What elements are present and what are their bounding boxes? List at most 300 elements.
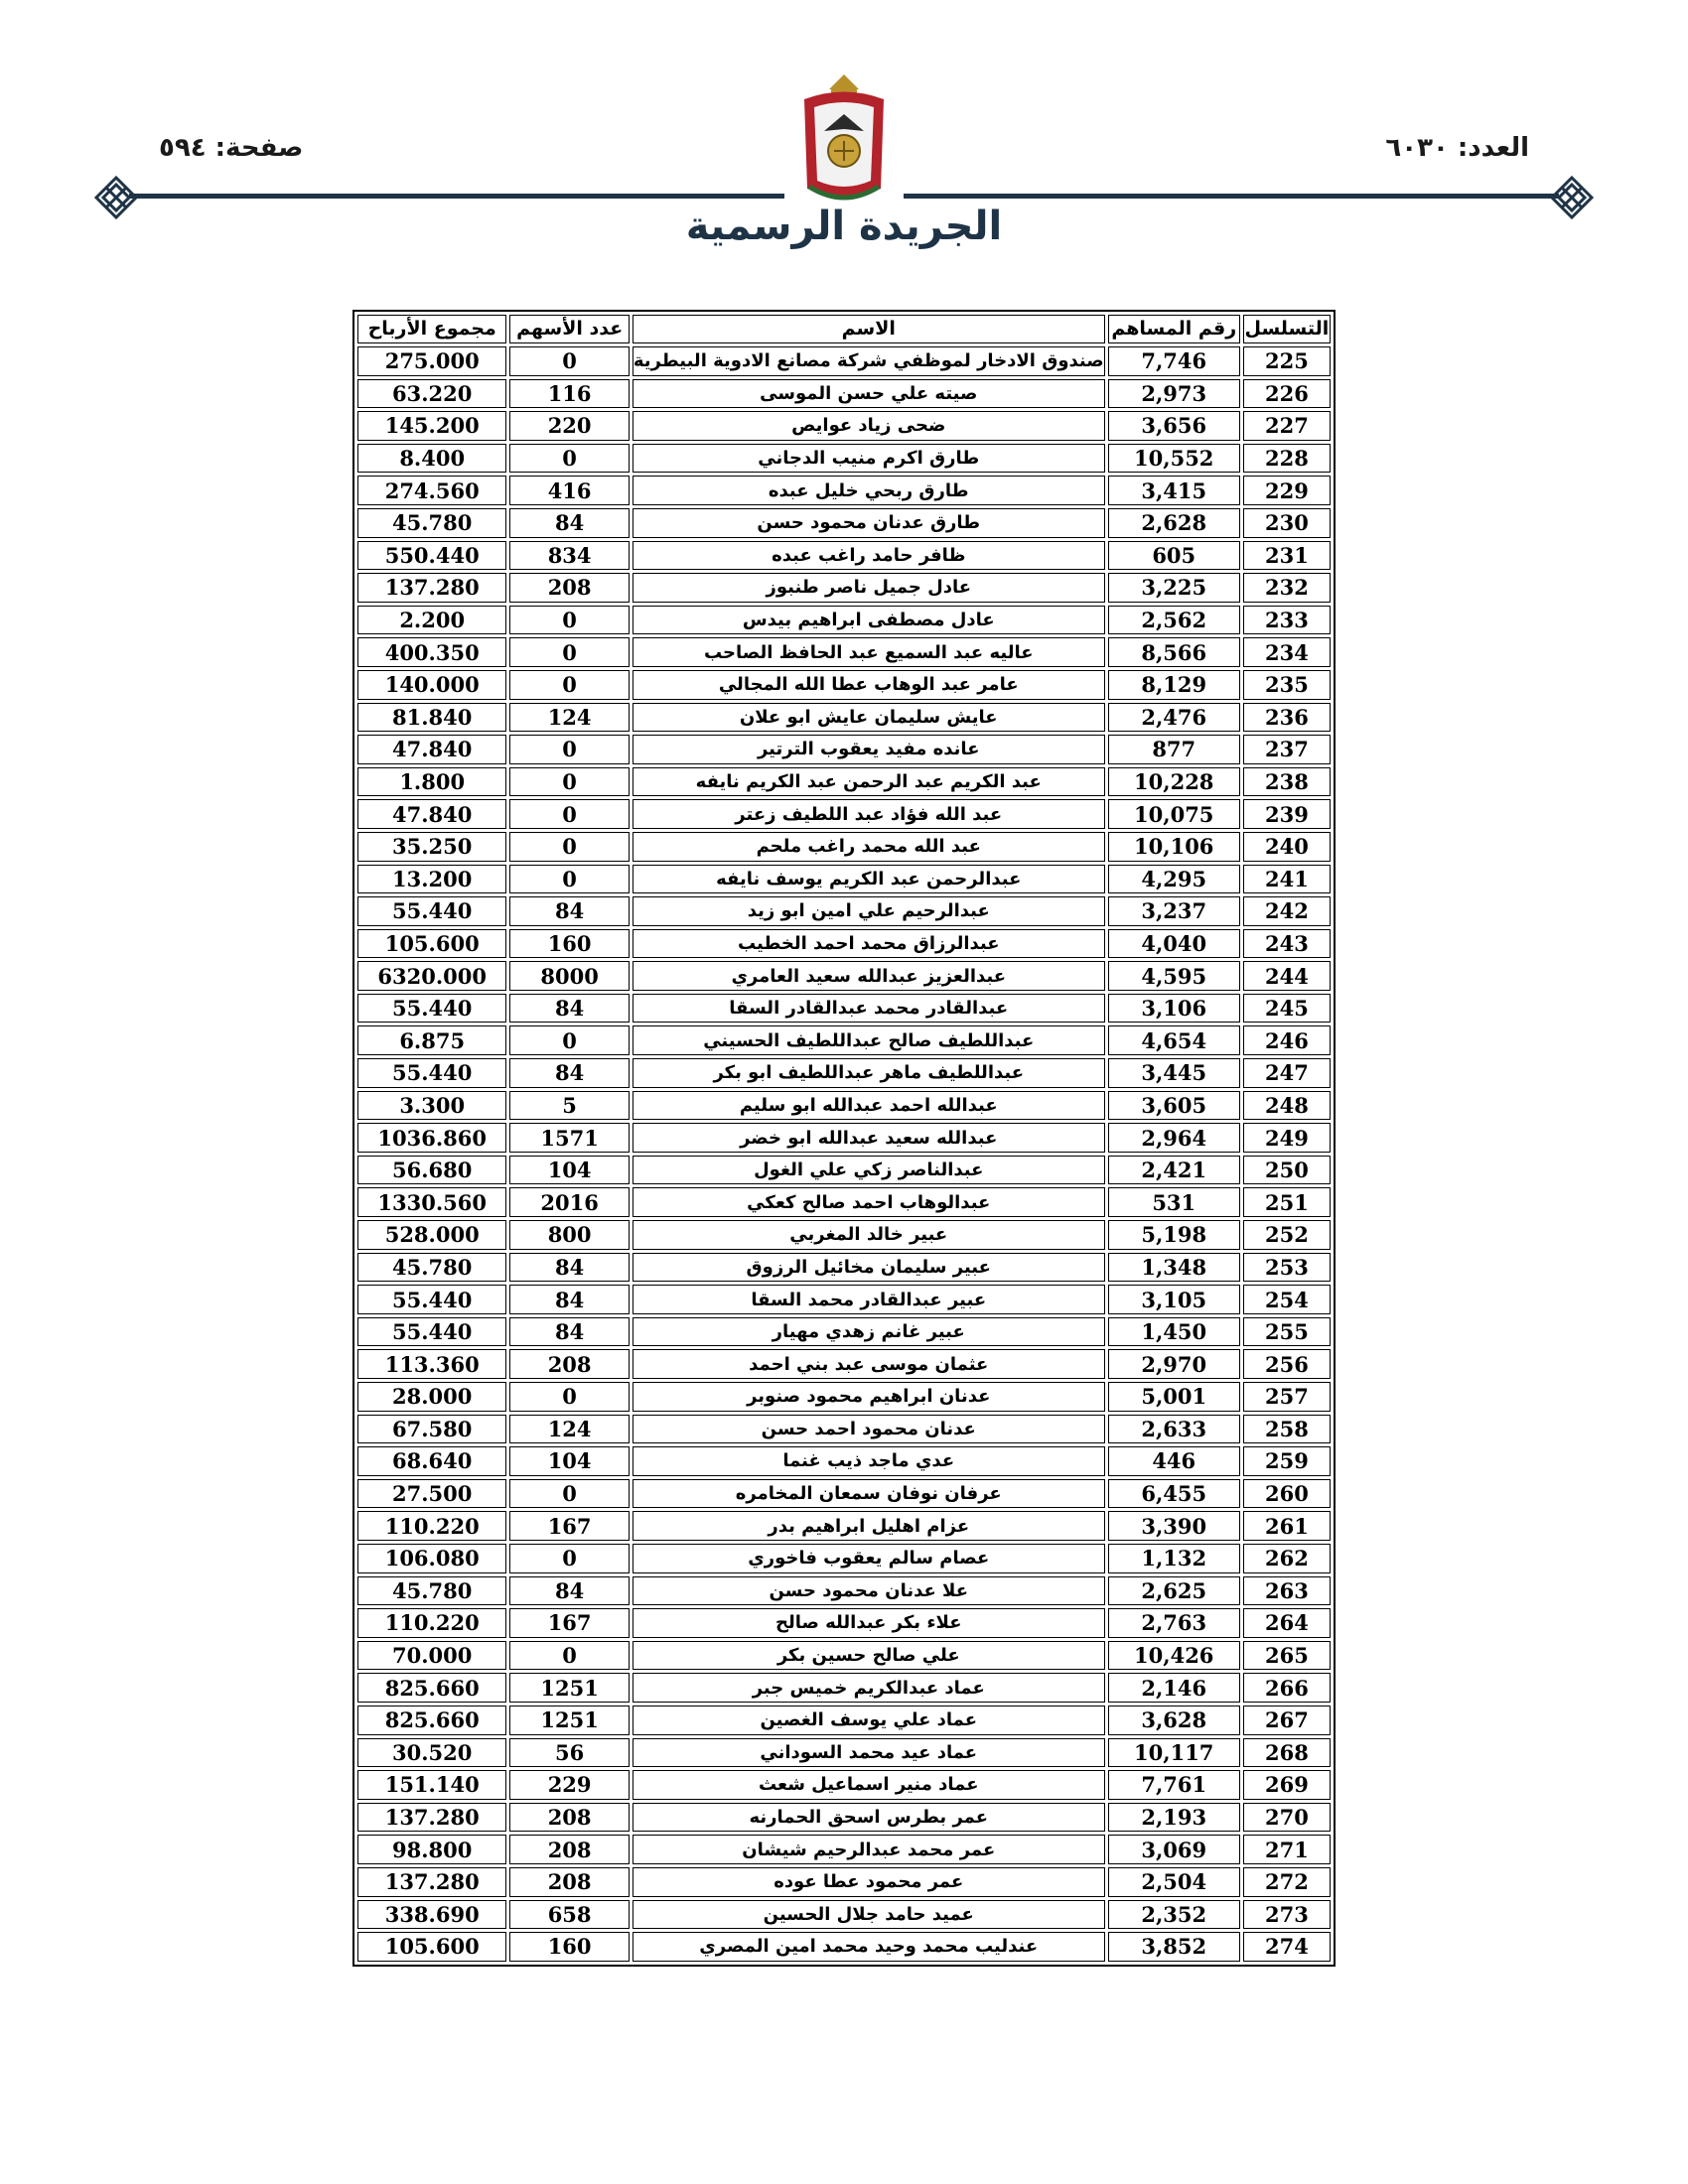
share-count-cell: 0 [509, 1641, 629, 1671]
table-row [357, 1058, 1331, 1088]
share-count-cell: 0 [509, 1382, 629, 1412]
name-cell: عبدالقادر محمد عبدالقادر السقا [633, 994, 1105, 1024]
sequence-cell: 271 [1243, 1835, 1331, 1864]
dividends-cell: 151.140 [357, 1770, 506, 1800]
column-header-shareholder-number: رقم المساهم [1108, 315, 1240, 343]
table-row [357, 735, 1331, 764]
shareholder-number-cell: 3,415 [1108, 476, 1240, 505]
sequence-cell: 235 [1243, 670, 1331, 700]
share-count-cell: 0 [509, 767, 629, 797]
name-cell: طارق اكرم منيب الدجاني [633, 444, 1105, 474]
sequence-cell: 266 [1243, 1673, 1331, 1703]
sequence-cell: 230 [1243, 508, 1331, 538]
dividends-cell: 825.660 [357, 1706, 506, 1735]
shareholder-number-cell: 6,455 [1108, 1479, 1240, 1509]
sequence-cell: 231 [1243, 541, 1331, 571]
share-count-cell: 0 [509, 832, 629, 862]
share-count-cell: 167 [509, 1511, 629, 1541]
table-row [357, 703, 1331, 733]
shareholders-table [352, 310, 1336, 1967]
table-row [357, 637, 1331, 667]
share-count-cell: 8000 [509, 961, 629, 991]
sequence-cell: 250 [1243, 1156, 1331, 1185]
name-cell: علاء بكر عبدالله صالح [633, 1608, 1105, 1638]
table-row [357, 1285, 1331, 1314]
share-count-cell: 104 [509, 1446, 629, 1476]
share-count-cell: 84 [509, 994, 629, 1024]
dividends-cell: 45.780 [357, 508, 506, 538]
table-row [357, 1738, 1331, 1768]
dividends-cell: 145.200 [357, 411, 506, 441]
share-count-cell: 2016 [509, 1187, 629, 1217]
name-cell: عانده مفيد يعقوب الترتير [633, 735, 1105, 764]
shareholder-number-cell: 1,348 [1108, 1253, 1240, 1283]
share-count-cell: 0 [509, 799, 629, 829]
shareholder-number-cell: 3,069 [1108, 1835, 1240, 1864]
shareholder-number-cell: 8,566 [1108, 637, 1240, 667]
table-row [357, 1025, 1331, 1055]
sequence-cell: 260 [1243, 1479, 1331, 1509]
name-cell: عندليب محمد وحيد محمد امين المصري [633, 1932, 1105, 1962]
name-cell: علي صالح حسين بكر [633, 1641, 1105, 1671]
table-row [357, 865, 1331, 894]
dividends-cell: 55.440 [357, 896, 506, 926]
dividends-cell: 2.200 [357, 606, 506, 635]
dividends-cell: 105.600 [357, 1932, 506, 1962]
name-cell: عمر محمد عبدالرحيم شيشان [633, 1835, 1105, 1864]
share-count-cell: 416 [509, 476, 629, 505]
name-cell: طارق ربحي خليل عبده [633, 476, 1105, 505]
name-cell: عبدالله احمد عبدالله ابو سليم [633, 1091, 1105, 1121]
sequence-cell: 251 [1243, 1187, 1331, 1217]
table-row [357, 799, 1331, 829]
share-count-cell: 229 [509, 1770, 629, 1800]
shareholder-number-cell: 2,763 [1108, 1608, 1240, 1638]
table-row [357, 1867, 1331, 1897]
shareholder-number-cell: 2,633 [1108, 1415, 1240, 1444]
dividends-cell: 3.300 [357, 1091, 506, 1121]
header-rule-left [129, 194, 784, 199]
name-cell: عبير سليمان مخائيل الرزوق [633, 1253, 1105, 1283]
shareholder-number-cell: 2,964 [1108, 1123, 1240, 1153]
sequence-cell: 248 [1243, 1091, 1331, 1121]
share-count-cell: 0 [509, 444, 629, 474]
shareholder-number-cell: 4,654 [1108, 1025, 1240, 1055]
table-body [357, 346, 1331, 1962]
table-row [357, 1317, 1331, 1347]
sequence-cell: 241 [1243, 865, 1331, 894]
sequence-cell: 261 [1243, 1511, 1331, 1541]
share-count-cell: 658 [509, 1900, 629, 1930]
dividends-cell: 98.800 [357, 1835, 506, 1864]
name-cell: ضحى زياد عوايص [633, 411, 1105, 441]
share-count-cell: 800 [509, 1220, 629, 1250]
table-row [357, 1544, 1331, 1573]
share-count-cell: 0 [509, 1544, 629, 1573]
name-cell: عبد الله فؤاد عبد اللطيف زعتر [633, 799, 1105, 829]
dividends-cell: 110.220 [357, 1511, 506, 1541]
sequence-cell: 269 [1243, 1770, 1331, 1800]
dividends-cell: 140.000 [357, 670, 506, 700]
sequence-cell: 225 [1243, 346, 1331, 376]
name-cell: صيته علي حسن الموسى [633, 379, 1105, 409]
shareholder-number-cell: 2,970 [1108, 1349, 1240, 1379]
sequence-cell: 238 [1243, 767, 1331, 797]
table-row [357, 767, 1331, 797]
sequence-cell: 254 [1243, 1285, 1331, 1314]
table-row [357, 1253, 1331, 1283]
share-count-cell: 834 [509, 541, 629, 571]
table-row [357, 670, 1331, 700]
shareholder-number-cell: 4,040 [1108, 929, 1240, 959]
name-cell: عرفان نوفان سمعان المخامره [633, 1479, 1105, 1509]
shareholder-number-cell: 2,476 [1108, 703, 1240, 733]
sequence-cell: 232 [1243, 573, 1331, 603]
share-count-cell: 84 [509, 1058, 629, 1088]
share-count-cell: 56 [509, 1738, 629, 1768]
table-row [357, 1803, 1331, 1833]
name-cell: عبداللطيف ماهر عبداللطيف ابو بكر [633, 1058, 1105, 1088]
shareholder-number-cell: 3,445 [1108, 1058, 1240, 1088]
table-row [357, 1608, 1331, 1638]
name-cell: عدنان محمود احمد حسن [633, 1415, 1105, 1444]
name-cell: صندوق الادخار لموظفي شركة مصانع الادوية البيطرية [633, 346, 1105, 376]
dividends-cell: 70.000 [357, 1641, 506, 1671]
shareholder-number-cell: 3,628 [1108, 1706, 1240, 1735]
share-count-cell: 84 [509, 1285, 629, 1314]
table-row [357, 1220, 1331, 1250]
dividends-cell: 30.520 [357, 1738, 506, 1768]
shareholder-number-cell: 877 [1108, 735, 1240, 764]
sequence-cell: 242 [1243, 896, 1331, 926]
sequence-cell: 253 [1243, 1253, 1331, 1283]
dividends-cell: 400.350 [357, 637, 506, 667]
sequence-cell: 270 [1243, 1803, 1331, 1833]
share-count-cell: 167 [509, 1608, 629, 1638]
share-count-cell: 84 [509, 1317, 629, 1347]
name-cell: عبدالرزاق محمد احمد الخطيب [633, 929, 1105, 959]
sequence-cell: 233 [1243, 606, 1331, 635]
sequence-cell: 272 [1243, 1867, 1331, 1897]
share-count-cell: 208 [509, 1867, 629, 1897]
name-cell: عدي ماجد ذيب غنما [633, 1446, 1105, 1476]
shareholder-number-cell: 2,973 [1108, 379, 1240, 409]
share-count-cell: 160 [509, 929, 629, 959]
table-row [357, 832, 1331, 862]
sequence-cell: 228 [1243, 444, 1331, 474]
shareholder-number-cell: 605 [1108, 541, 1240, 571]
sequence-cell: 258 [1243, 1415, 1331, 1444]
dividends-cell: 56.680 [357, 1156, 506, 1185]
share-count-cell: 0 [509, 1025, 629, 1055]
name-cell: عبد الكريم عبد الرحمن عبد الكريم نايفه [633, 767, 1105, 797]
shareholder-number-cell: 5,198 [1108, 1220, 1240, 1250]
table-row [357, 929, 1331, 959]
table-row [357, 994, 1331, 1024]
table-row [357, 411, 1331, 441]
column-header-sequence: التسلسل [1243, 315, 1331, 343]
page-number: صفحة: ٥٩٤ [159, 133, 304, 163]
table-row [357, 1706, 1331, 1735]
sequence-cell: 264 [1243, 1608, 1331, 1638]
table-row [357, 541, 1331, 571]
shareholder-number-cell: 2,193 [1108, 1803, 1240, 1833]
share-count-cell: 208 [509, 1835, 629, 1864]
dividends-cell: 81.840 [357, 703, 506, 733]
sequence-cell: 255 [1243, 1317, 1331, 1347]
dividends-cell: 137.280 [357, 1867, 506, 1897]
dividends-cell: 13.200 [357, 865, 506, 894]
name-cell: عبدالرحمن عبد الكريم يوسف نايفه [633, 865, 1105, 894]
name-cell: عبدالرحيم علي امين ابو زيد [633, 896, 1105, 926]
sequence-cell: 226 [1243, 379, 1331, 409]
table-row [357, 1770, 1331, 1800]
name-cell: عماد عبدالكريم خميس جبر [633, 1673, 1105, 1703]
sequence-cell: 263 [1243, 1576, 1331, 1606]
name-cell: عمر بطرس اسحق الحمارنه [633, 1803, 1105, 1833]
share-count-cell: 1251 [509, 1706, 629, 1735]
sequence-cell: 268 [1243, 1738, 1331, 1768]
name-cell: عبير عبدالقادر محمد السقا [633, 1285, 1105, 1314]
table-row [357, 1091, 1331, 1121]
shareholder-number-cell: 10,426 [1108, 1641, 1240, 1671]
shareholder-number-cell: 446 [1108, 1446, 1240, 1476]
name-cell: عبير خالد المغربي [633, 1220, 1105, 1250]
table-row [357, 1156, 1331, 1185]
sequence-cell: 256 [1243, 1349, 1331, 1379]
sequence-cell: 274 [1243, 1932, 1331, 1962]
table-row [357, 444, 1331, 474]
name-cell: عميد حامد جلال الحسين [633, 1900, 1105, 1930]
name-cell: عدنان ابراهيم محمود صنوبر [633, 1382, 1105, 1412]
name-cell: عامر عبد الوهاب عطا الله المجالي [633, 670, 1105, 700]
sequence-cell: 262 [1243, 1544, 1331, 1573]
share-count-cell: 116 [509, 379, 629, 409]
table-row [357, 573, 1331, 603]
name-cell: ظافر حامد راغب عبده [633, 541, 1105, 571]
sequence-cell: 267 [1243, 1706, 1331, 1735]
shareholder-number-cell: 3,656 [1108, 411, 1240, 441]
shareholder-number-cell: 3,105 [1108, 1285, 1240, 1314]
sequence-cell: 229 [1243, 476, 1331, 505]
dividends-cell: 55.440 [357, 994, 506, 1024]
shareholder-number-cell: 2,421 [1108, 1156, 1240, 1185]
share-count-cell: 84 [509, 508, 629, 538]
name-cell: طارق عدنان محمود حسن [633, 508, 1105, 538]
shareholder-number-cell: 3,225 [1108, 573, 1240, 603]
dividends-cell: 110.220 [357, 1608, 506, 1638]
dividends-cell: 8.400 [357, 444, 506, 474]
shareholder-number-cell: 1,132 [1108, 1544, 1240, 1573]
sequence-cell: 259 [1243, 1446, 1331, 1476]
table-row [357, 379, 1331, 409]
share-count-cell: 0 [509, 637, 629, 667]
share-count-cell: 84 [509, 1576, 629, 1606]
name-cell: عمر محمود عطا عوده [633, 1867, 1105, 1897]
issue-number: العدد: ٦٠٣٠ [1385, 133, 1529, 163]
dividends-cell: 1.800 [357, 767, 506, 797]
sequence-cell: 265 [1243, 1641, 1331, 1671]
name-cell: عبد الله محمد راغب ملحم [633, 832, 1105, 862]
dividends-cell: 1036.860 [357, 1123, 506, 1153]
shareholder-number-cell: 3,605 [1108, 1091, 1240, 1121]
table-row [357, 896, 1331, 926]
table-row [357, 1835, 1331, 1864]
share-count-cell: 1571 [509, 1123, 629, 1153]
dividends-cell: 67.580 [357, 1415, 506, 1444]
name-cell: عايش سليمان عايش ابو علان [633, 703, 1105, 733]
shareholder-number-cell: 2,625 [1108, 1576, 1240, 1606]
table-row [357, 1511, 1331, 1541]
dividends-cell: 105.600 [357, 929, 506, 959]
dividends-cell: 47.840 [357, 735, 506, 764]
table-row [357, 961, 1331, 991]
share-count-cell: 208 [509, 573, 629, 603]
dividends-cell: 55.440 [357, 1317, 506, 1347]
share-count-cell: 208 [509, 1349, 629, 1379]
share-count-cell: 124 [509, 1415, 629, 1444]
column-header-dividends: مجموع الأرباح [357, 315, 506, 343]
table-row [357, 1932, 1331, 1962]
table-row [357, 1187, 1331, 1217]
table-row [357, 1900, 1331, 1930]
name-cell: عماد علي يوسف الغصين [633, 1706, 1105, 1735]
name-cell: عبدالله سعيد عبدالله ابو خضر [633, 1123, 1105, 1153]
sequence-cell: 243 [1243, 929, 1331, 959]
share-count-cell: 124 [509, 703, 629, 733]
shareholder-number-cell: 2,504 [1108, 1867, 1240, 1897]
dividends-cell: 825.660 [357, 1673, 506, 1703]
shareholder-number-cell: 10,117 [1108, 1738, 1240, 1768]
table-row [357, 1673, 1331, 1703]
sequence-cell: 257 [1243, 1382, 1331, 1412]
table-row [357, 508, 1331, 538]
sequence-cell: 234 [1243, 637, 1331, 667]
share-count-cell: 0 [509, 670, 629, 700]
gazette-title: الجريدة الرسمية [685, 204, 1003, 249]
dividends-cell: 68.640 [357, 1446, 506, 1476]
dividends-cell: 338.690 [357, 1900, 506, 1930]
dividends-cell: 137.280 [357, 1803, 506, 1833]
name-cell: عاليه عبد السميع عبد الحافظ الصاحب [633, 637, 1105, 667]
share-count-cell: 0 [509, 606, 629, 635]
shareholder-number-cell: 531 [1108, 1187, 1240, 1217]
name-cell: عادل مصطفى ابراهيم بيدس [633, 606, 1105, 635]
shareholder-number-cell: 7,761 [1108, 1770, 1240, 1800]
column-header-name: الاسم [633, 315, 1105, 343]
share-count-cell: 0 [509, 1479, 629, 1509]
sequence-cell: 244 [1243, 961, 1331, 991]
share-count-cell: 220 [509, 411, 629, 441]
share-count-cell: 0 [509, 735, 629, 764]
table-row [357, 1446, 1331, 1476]
dividends-cell: 63.220 [357, 379, 506, 409]
name-cell: عثمان موسى عبد بني احمد [633, 1349, 1105, 1379]
shareholder-number-cell: 8,129 [1108, 670, 1240, 700]
shareholder-number-cell: 2,628 [1108, 508, 1240, 538]
sequence-cell: 249 [1243, 1123, 1331, 1153]
table-row [357, 1382, 1331, 1412]
dividends-cell: 528.000 [357, 1220, 506, 1250]
dividends-cell: 6320.000 [357, 961, 506, 991]
header-rule-right [904, 194, 1559, 199]
name-cell: عبداللطيف صالح عبداللطيف الحسيني [633, 1025, 1105, 1055]
name-cell: عادل جميل ناصر طنبوز [633, 573, 1105, 603]
name-cell: عماد عيد محمد السوداني [633, 1738, 1105, 1768]
shareholder-number-cell: 3,390 [1108, 1511, 1240, 1541]
name-cell: عبدالناصر زكي علي الغول [633, 1156, 1105, 1185]
share-count-cell: 104 [509, 1156, 629, 1185]
name-cell: عزام اهليل ابراهيم بدر [633, 1511, 1105, 1541]
sequence-cell: 236 [1243, 703, 1331, 733]
dividends-cell: 55.440 [357, 1285, 506, 1314]
share-count-cell: 160 [509, 1932, 629, 1962]
shareholder-number-cell: 10,106 [1108, 832, 1240, 862]
shareholder-number-cell: 4,295 [1108, 865, 1240, 894]
table-row [357, 1641, 1331, 1671]
sequence-cell: 246 [1243, 1025, 1331, 1055]
dividends-cell: 550.440 [357, 541, 506, 571]
dividends-cell: 137.280 [357, 573, 506, 603]
dividends-cell: 113.360 [357, 1349, 506, 1379]
table-row [357, 1576, 1331, 1606]
shareholder-number-cell: 3,237 [1108, 896, 1240, 926]
sequence-cell: 245 [1243, 994, 1331, 1024]
dividends-cell: 45.780 [357, 1253, 506, 1283]
share-count-cell: 84 [509, 896, 629, 926]
dividends-cell: 274.560 [357, 476, 506, 505]
shareholder-number-cell: 2,562 [1108, 606, 1240, 635]
shareholder-number-cell: 5,001 [1108, 1382, 1240, 1412]
share-count-cell: 0 [509, 865, 629, 894]
sequence-cell: 240 [1243, 832, 1331, 862]
dividends-cell: 45.780 [357, 1576, 506, 1606]
table-row [357, 1349, 1331, 1379]
table-row [357, 1479, 1331, 1509]
table-row [357, 476, 1331, 505]
dividends-cell: 47.840 [357, 799, 506, 829]
shareholder-number-cell: 4,595 [1108, 961, 1240, 991]
column-header-share-count: عدد الأسهم [509, 315, 629, 343]
sequence-cell: 247 [1243, 1058, 1331, 1088]
dividends-cell: 106.080 [357, 1544, 506, 1573]
name-cell: عصام سالم يعقوب فاخوري [633, 1544, 1105, 1573]
share-count-cell: 5 [509, 1091, 629, 1121]
name-cell: عبدالعزيز عبدالله سعيد العامري [633, 961, 1105, 991]
shareholder-number-cell: 10,075 [1108, 799, 1240, 829]
sequence-cell: 227 [1243, 411, 1331, 441]
table-row [357, 1123, 1331, 1153]
sequence-cell: 239 [1243, 799, 1331, 829]
table-row [357, 1415, 1331, 1444]
dividends-cell: 55.440 [357, 1058, 506, 1088]
dividends-cell: 35.250 [357, 832, 506, 862]
sequence-cell: 237 [1243, 735, 1331, 764]
shareholder-number-cell: 7,746 [1108, 346, 1240, 376]
name-cell: علا عدنان محمود حسن [633, 1576, 1105, 1606]
shareholder-number-cell: 10,228 [1108, 767, 1240, 797]
share-count-cell: 84 [509, 1253, 629, 1283]
table-row [357, 346, 1331, 376]
dividends-cell: 28.000 [357, 1382, 506, 1412]
table-row [357, 606, 1331, 635]
dividends-cell: 27.500 [357, 1479, 506, 1509]
sequence-cell: 252 [1243, 1220, 1331, 1250]
share-count-cell: 0 [509, 346, 629, 376]
dividends-cell: 1330.560 [357, 1187, 506, 1217]
shareholder-number-cell: 3,852 [1108, 1932, 1240, 1962]
share-count-cell: 208 [509, 1803, 629, 1833]
